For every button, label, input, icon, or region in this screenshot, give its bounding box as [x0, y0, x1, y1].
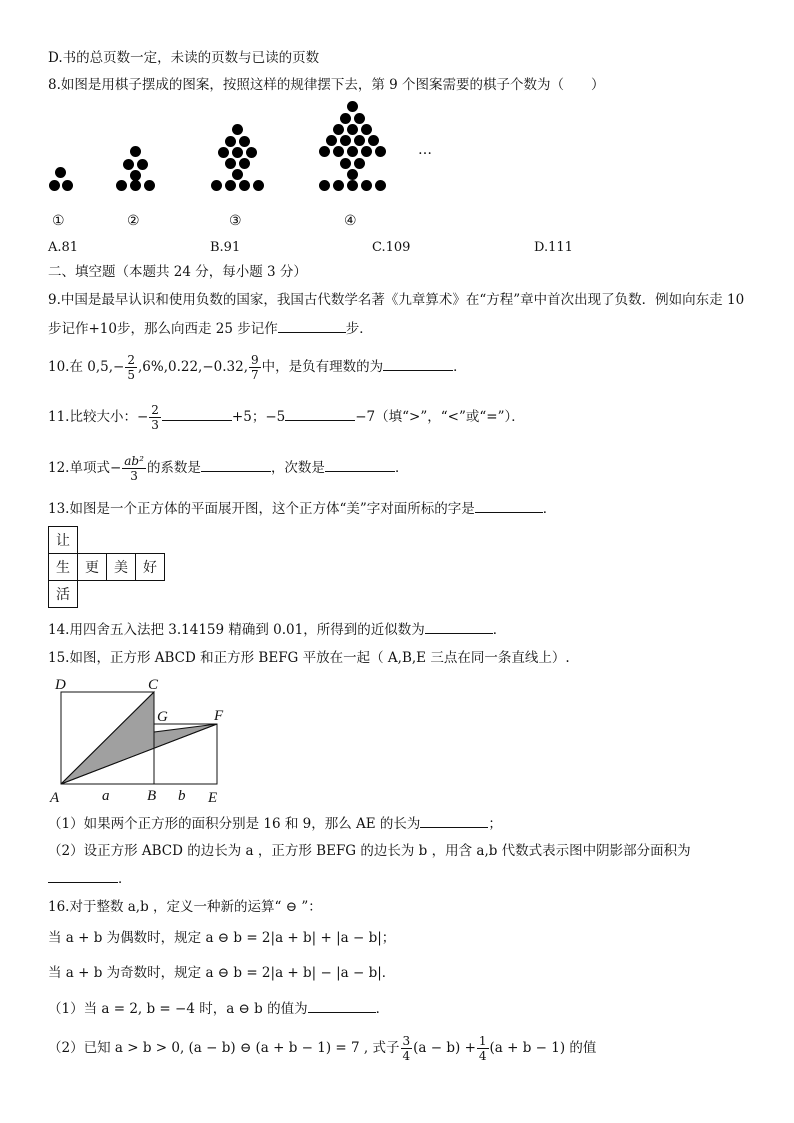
- stone: [340, 113, 351, 124]
- stone: [55, 167, 66, 178]
- stone: [225, 158, 236, 169]
- answer-blank[interactable]: [308, 998, 376, 1013]
- figure-label-4: ④: [344, 213, 357, 229]
- q16-p2-text-3: (a + b − 1) 的值: [489, 1040, 597, 1056]
- q10-text: 10.在 0,5,−: [48, 359, 125, 375]
- stone: [333, 180, 344, 191]
- stone: [225, 180, 236, 191]
- stone: [361, 146, 372, 157]
- net-cell: 美: [107, 554, 136, 581]
- q8-stem: 8.如图是用棋子摆成的图案，按照这样的规律摆下去，第 9 个图案需要的棋子个数为（ ）: [48, 77, 605, 93]
- q12-text: 12.单项式−: [48, 460, 122, 476]
- label-f: F: [214, 708, 224, 724]
- label-d: D: [55, 677, 66, 693]
- answer-blank[interactable]: [425, 619, 493, 634]
- stone: [347, 101, 358, 112]
- stone: [347, 146, 358, 157]
- q9-text: 步记作+10步，那么向西走 25 步记作: [48, 321, 278, 337]
- fraction: $\frac{3}{4}$: [402, 1034, 411, 1063]
- stone: [326, 135, 337, 146]
- net-cell: 更: [78, 554, 107, 581]
- stone: [347, 169, 358, 180]
- q15-p1-end: ；: [488, 816, 502, 832]
- answer-blank[interactable]: [162, 406, 232, 421]
- q12-text-3: ，次数是: [270, 460, 325, 476]
- stone: [361, 124, 372, 135]
- stone: [253, 180, 264, 191]
- q8-option-d: D.111: [534, 240, 573, 255]
- stone: [62, 180, 73, 191]
- q15-stem: 15.如图，正方形 ABCD 和正方形 BEFG 平放在一起（ A,B,E 三点在同一条直线上）.: [48, 650, 570, 666]
- stone: [130, 146, 141, 157]
- q14: [48, 619, 506, 640]
- figure-label-3: ③: [229, 213, 242, 229]
- fraction: $\frac{\text{ab²}}{3}$: [124, 454, 144, 483]
- ellipsis: …: [418, 142, 432, 158]
- q15-part2: （2）设正方形 ABCD 的边长为 a ，正方形 BEFG 的边长为 b ，用含 a,b 代数式表示图中阴影部分面积为: [48, 843, 691, 859]
- label-side-a: a: [102, 788, 110, 804]
- q10-text-2: ,6%,0.22,−0.32,: [137, 359, 248, 375]
- q10: [48, 350, 467, 384]
- q13-text: 13.如图是一个正方体的平面展开图，这个正方体“美”字对面所标的字是: [48, 501, 475, 517]
- q8-option-a: A.81: [48, 240, 79, 255]
- q16-p2-text: （2）已知 a > b > 0, (a − b) ⊖ (a + b − 1) = 7 , 式子: [48, 1040, 400, 1056]
- net-cell: 活: [49, 581, 78, 608]
- net-cell: 好: [136, 554, 165, 581]
- q15-part1: [48, 813, 502, 834]
- q8-option-b: B.91: [210, 240, 241, 255]
- answer-blank[interactable]: [285, 406, 355, 421]
- answer-blank[interactable]: [278, 318, 346, 333]
- q9-end: 步．: [345, 321, 373, 337]
- q13-stem: [48, 498, 556, 519]
- stone: [239, 136, 250, 147]
- label-a: A: [50, 790, 60, 806]
- q13-end: ．: [542, 501, 557, 517]
- stone: [232, 147, 243, 158]
- label-e: E: [208, 790, 218, 806]
- stone: [144, 180, 155, 191]
- cube-net: [48, 526, 165, 608]
- q12-end: ．: [394, 460, 409, 476]
- q8-option-c: C.109: [372, 240, 411, 255]
- stone: [218, 147, 229, 158]
- section-title: 二、填空题（本题共 24 分，每小题 3 分）: [48, 264, 307, 280]
- squares-diagram: [44, 672, 244, 808]
- label-b: B: [147, 788, 157, 804]
- stone: [375, 146, 386, 157]
- stone: [116, 180, 127, 191]
- stone: [354, 135, 365, 146]
- stone: [333, 124, 344, 135]
- stone: [347, 180, 358, 191]
- stone: [211, 180, 222, 191]
- answer-blank[interactable]: [48, 868, 118, 883]
- q11: [48, 400, 525, 434]
- stone: [123, 159, 134, 170]
- fraction: $\frac{2}{3}$: [151, 403, 159, 432]
- stone: [354, 158, 365, 169]
- stone: [225, 136, 236, 147]
- answer-blank[interactable]: [420, 813, 488, 828]
- stone: [354, 113, 365, 124]
- q16-p1-text: （1）当 a = 2, b = −4 时，a ⊖ b 的值为: [48, 1001, 308, 1017]
- stone: [232, 124, 243, 135]
- figure-label-2: ②: [127, 213, 140, 229]
- fraction: $\frac{9}{7}$: [251, 353, 259, 382]
- figure-label-1: ①: [52, 213, 65, 229]
- q10-end: ．: [453, 359, 467, 375]
- stone: [340, 135, 351, 146]
- stone: [319, 146, 330, 157]
- q15-part2-answer: [48, 868, 132, 889]
- q16-p2-text-2: (a − b) +: [413, 1040, 476, 1056]
- fraction: $\frac{1}{4}$: [478, 1034, 487, 1063]
- stone: [246, 147, 257, 158]
- stone: [239, 158, 250, 169]
- answer-blank[interactable]: [325, 457, 395, 472]
- stone: [375, 180, 386, 191]
- fraction: $\frac{2}{5}$: [127, 353, 135, 382]
- q12-text-2: 的系数是: [146, 460, 201, 476]
- label-side-b: b: [178, 788, 186, 804]
- answer-blank[interactable]: [475, 498, 543, 513]
- q15-p2-end: ．: [118, 871, 132, 887]
- q11-text-3: −7（填“>”，“<”或“=”）．: [355, 409, 525, 425]
- q10-text-3: 中，是负有理数的为: [261, 359, 384, 375]
- q7-option-d: D.书的总页数一定，未读的页数与已读的页数: [48, 50, 320, 66]
- stone: [368, 135, 379, 146]
- q11-text: 11.比较大小：−: [48, 409, 149, 425]
- stone: [130, 180, 141, 191]
- q16-rule-even: 当 a + b 为偶数时，规定 a ⊖ b = 2|a + b| + |a − b|；: [48, 930, 396, 946]
- q12: [48, 450, 408, 486]
- q15-p1-text: （1）如果两个正方形的面积分别是 16 和 9，那么 AE 的长为: [48, 816, 421, 832]
- q16-stem: 16.对于整数 a,b ，定义一种新的运算“ ⊖ ”：: [48, 899, 322, 915]
- q11-text-2: +5；−5: [231, 409, 286, 425]
- stone: [361, 180, 372, 191]
- shaded-region: [61, 692, 217, 784]
- stone: [319, 180, 330, 191]
- label-c: C: [148, 677, 159, 693]
- stone: [49, 180, 60, 191]
- q9-line2: [48, 318, 373, 339]
- stone: [333, 146, 344, 157]
- net-cell: 生: [49, 554, 78, 581]
- stone: [239, 180, 250, 191]
- stone: [340, 158, 351, 169]
- q14-text: 14.用四舍五入法把 3.14159 精确到 0.01，所得到的近似数为: [48, 622, 425, 638]
- q16-p1-end: ．: [375, 1001, 390, 1017]
- q16-rule-odd: 当 a + b 为奇数时，规定 a ⊖ b = 2|a + b| − |a − b|．: [48, 965, 396, 981]
- q16-part1: [48, 998, 389, 1019]
- stone: [137, 159, 148, 170]
- answer-blank[interactable]: [201, 457, 271, 472]
- stone: [232, 169, 243, 180]
- net-cell: 让: [49, 527, 78, 554]
- label-g: G: [157, 709, 168, 725]
- q9-line1: 9.中国是最早认识和使用负数的国家，我国古代数学名著《九章算术》在“方程”章中首次出现了负数．例如向东走 10: [48, 292, 745, 308]
- answer-blank[interactable]: [383, 356, 453, 371]
- q14-end: ．: [492, 622, 507, 638]
- q16-part2: [48, 1030, 596, 1066]
- stone: [347, 124, 358, 135]
